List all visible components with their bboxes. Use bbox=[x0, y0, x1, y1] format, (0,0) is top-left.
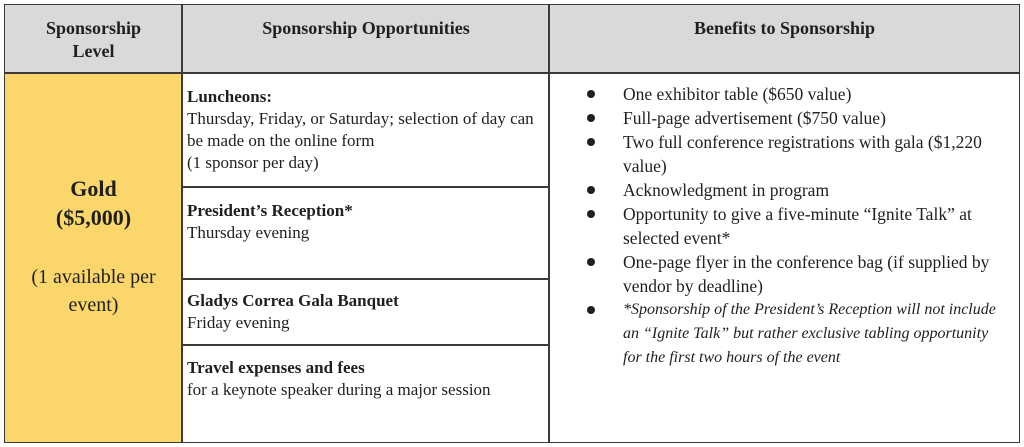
opportunity-divider-3 bbox=[182, 344, 549, 346]
benefit-text: One exhibitor table ($650 value) bbox=[623, 84, 852, 104]
header-divider bbox=[5, 72, 1019, 74]
bullet-icon bbox=[587, 186, 595, 194]
benefit-footnote bbox=[585, 298, 1005, 370]
opportunity-detail: Friday evening bbox=[187, 313, 290, 332]
bullet-icon bbox=[587, 90, 595, 98]
bullet-icon bbox=[587, 258, 595, 266]
header-sponsorship-opportunities-label: Sponsorship Opportunities bbox=[262, 18, 470, 38]
column-divider-2 bbox=[548, 5, 550, 442]
opportunity-divider-1 bbox=[182, 186, 549, 188]
opportunity-gala-banquet bbox=[187, 290, 539, 334]
benefit-text: Two full conference registrations with gala ($1,220 value) bbox=[623, 132, 982, 176]
benefit-item bbox=[585, 130, 1005, 178]
level-availability: (1 available per event) bbox=[31, 266, 156, 316]
bullet-icon bbox=[587, 210, 595, 218]
benefit-text: Full-page advertisement ($750 value) bbox=[623, 108, 886, 128]
benefit-text: One-page flyer in the conference bag (if supplied by vendor by deadline) bbox=[623, 252, 990, 296]
bullet-icon bbox=[587, 138, 595, 146]
column-divider-1 bbox=[181, 5, 183, 442]
opportunity-detail: Thursday, Friday, or Saturday; selection of day can be made on the online form bbox=[187, 109, 534, 150]
bullet-icon bbox=[587, 306, 595, 314]
header-benefits-label: Benefits to Sponsorship bbox=[693, 18, 876, 38]
header-benefits bbox=[550, 5, 1019, 73]
opportunity-travel-expenses bbox=[187, 357, 539, 401]
benefit-text: *Sponsorship of the President’s Reception will not include an “Ignite Talk” but rather exclusive tabling opportunity for the first two hours of the event bbox=[623, 301, 996, 366]
opportunity-presidents-reception bbox=[187, 200, 539, 244]
opportunity-divider-2 bbox=[182, 278, 549, 280]
benefits-list bbox=[585, 82, 1005, 370]
benefit-item bbox=[585, 82, 1005, 106]
benefit-item bbox=[585, 106, 1005, 130]
benefit-text: Opportunity to give a five-minute “Ignite Talk” at selected event* bbox=[623, 204, 972, 248]
benefit-item bbox=[585, 250, 1005, 298]
opportunity-title: Travel expenses and fees bbox=[187, 358, 365, 377]
bullet-icon bbox=[587, 114, 595, 122]
opportunity-title: President’s Reception* bbox=[187, 201, 353, 220]
benefit-item bbox=[585, 178, 1005, 202]
level-name: Gold bbox=[70, 176, 117, 201]
opportunity-detail: Thursday evening bbox=[187, 223, 310, 242]
benefit-text: Acknowledgment in program bbox=[623, 180, 830, 200]
opportunity-luncheons bbox=[187, 86, 539, 174]
benefit-item bbox=[585, 202, 1005, 250]
opportunity-extra: (1 sponsor per day) bbox=[187, 153, 319, 172]
gold-level-cell bbox=[5, 73, 182, 442]
opportunity-detail: for a keynote speaker during a major session bbox=[187, 380, 491, 399]
level-price: ($5,000) bbox=[55, 205, 132, 230]
opportunity-title: Luncheons: bbox=[187, 87, 273, 106]
header-sponsorship-level-label: Sponsorship Level bbox=[45, 18, 142, 61]
header-sponsorship-opportunities bbox=[183, 5, 549, 73]
header-sponsorship-level bbox=[5, 5, 182, 73]
opportunity-title: Gladys Correa Gala Banquet bbox=[187, 291, 399, 310]
